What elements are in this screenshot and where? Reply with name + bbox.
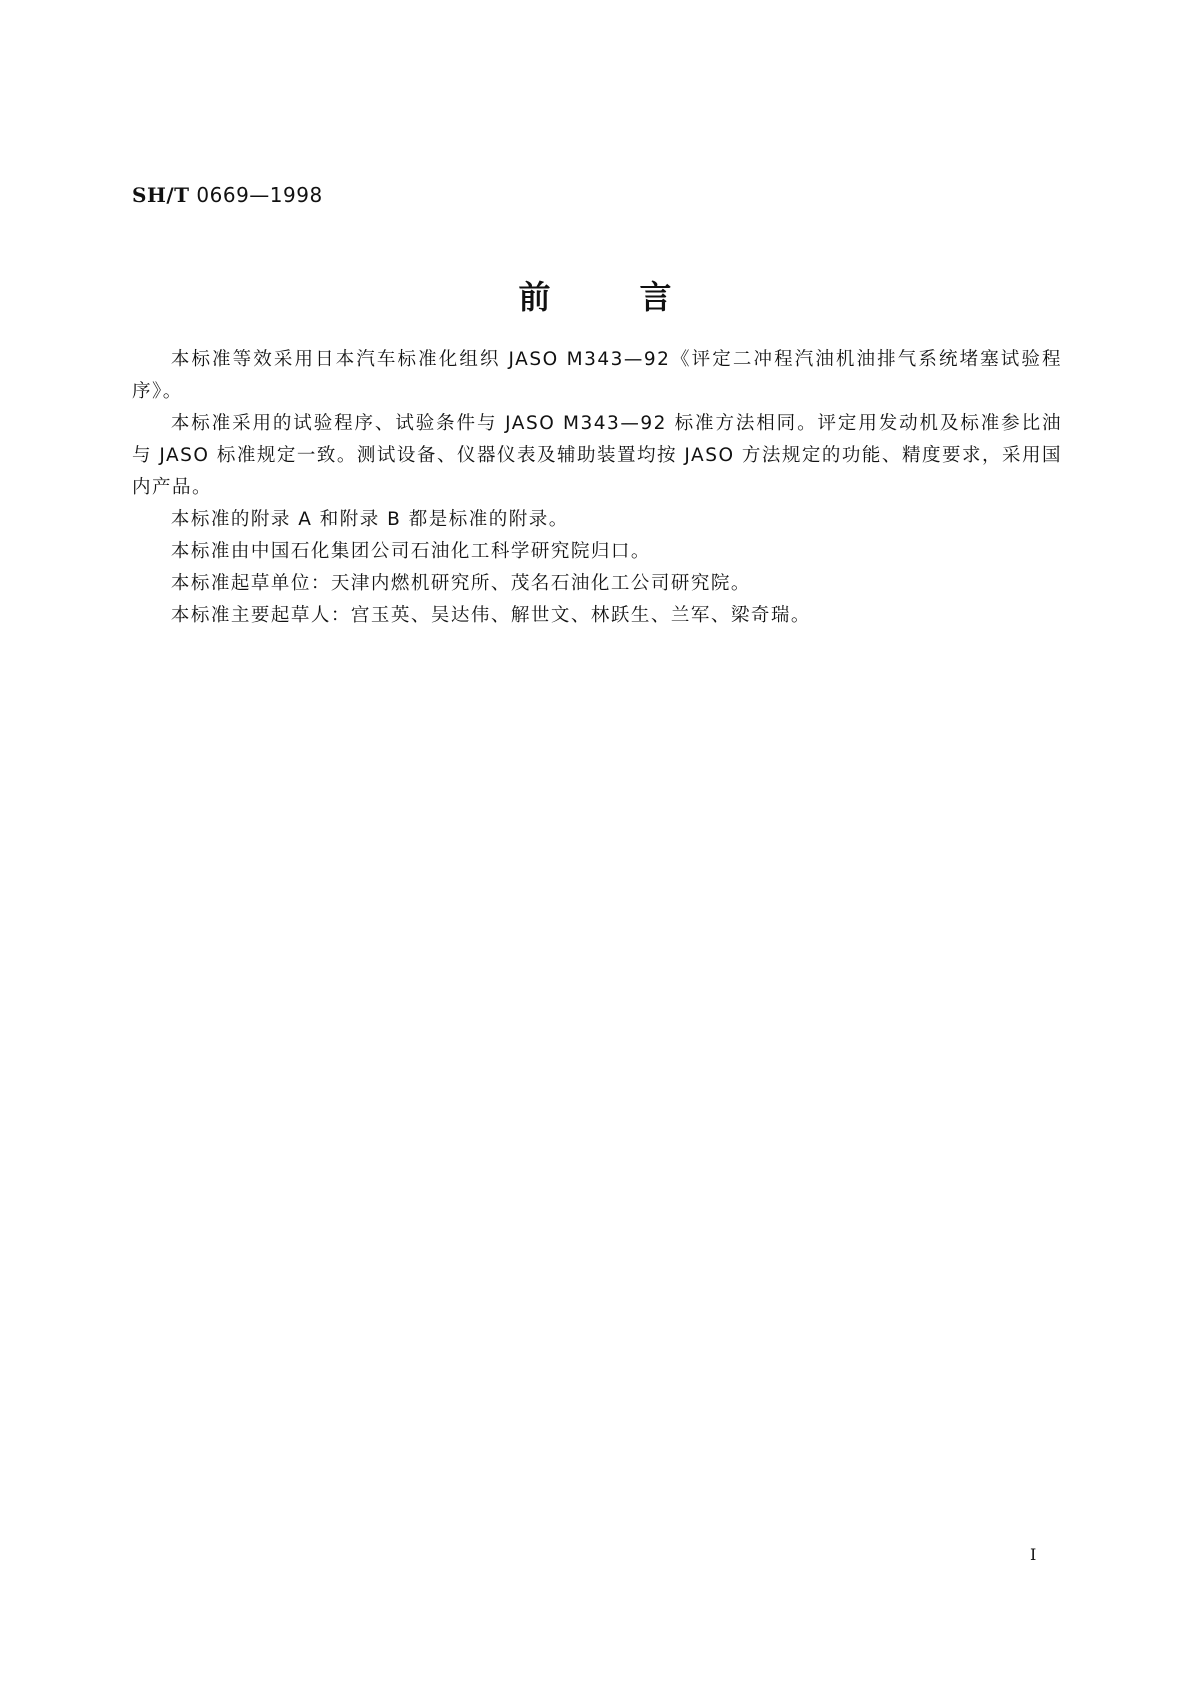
paragraph-appendix: 本标准的附录 A 和附录 B 都是标准的附录。 <box>170 509 569 530</box>
paragraph-procedure: 本标准采用的试验程序、试验条件与 JASO M343—92 标准方法相同。评定用发动机及标准参比油与 JASO 标准规定一致。测试设备、仪器仪表及辅助装置均按 JASO 方法规定的功能、精度要求，采用国内产品。 <box>132 413 1062 498</box>
page-number: I <box>1030 1545 1037 1564</box>
page-title-char-1: 前 <box>518 278 552 316</box>
standard-code-prefix: SH/T <box>132 183 190 207</box>
standard-code <box>132 183 323 207</box>
paragraph-drafters: 本标准主要起草人：宫玉英、吴达伟、解世文、林跃生、兰军、梁奇瑞。 <box>170 605 811 626</box>
page-title-char-2: 言 <box>639 278 673 316</box>
standard-code-number: 0669—1998 <box>196 183 323 207</box>
page-title <box>0 272 1191 318</box>
paragraph-drafting-units: 本标准起草单位：天津内燃机研究所、茂名石油化工公司研究院。 <box>170 573 751 594</box>
paragraph-administration: 本标准由中国石化集团公司石油化工科学研究院归口。 <box>170 541 651 562</box>
paragraph-adoption: 本标准等效采用日本汽车标准化组织 JASO M343—92《评定二冲程汽油机油排气系统堵塞试验程序》。 <box>132 349 1062 402</box>
foreword-body <box>132 344 1062 632</box>
